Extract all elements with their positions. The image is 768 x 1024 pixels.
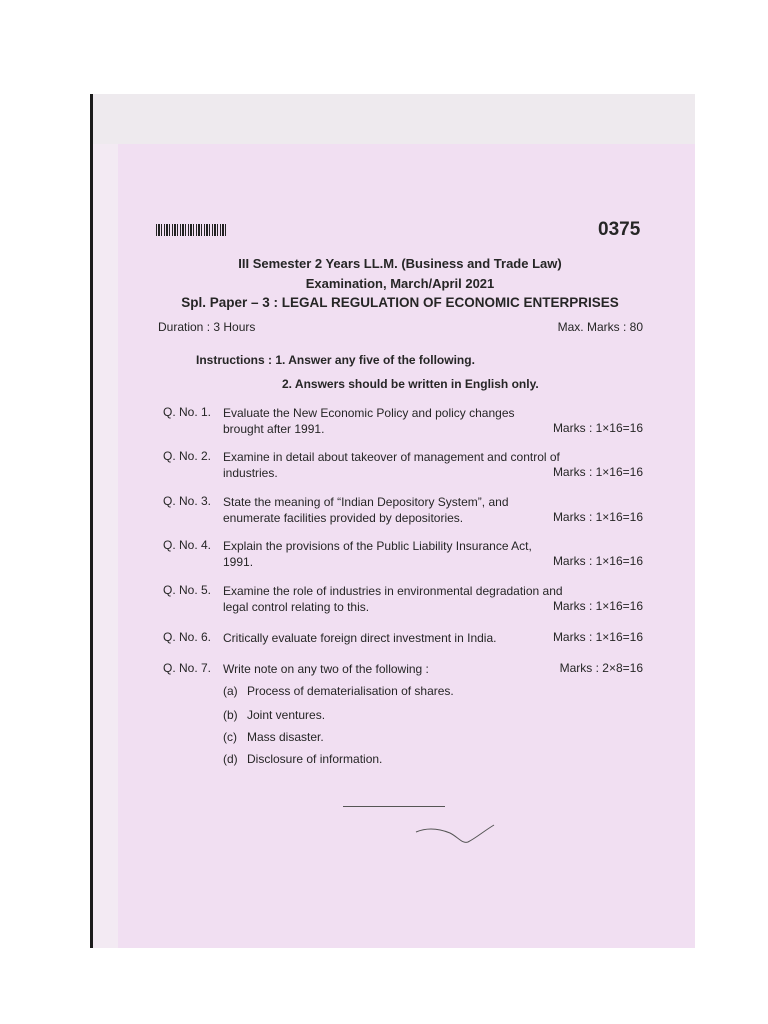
sub-item-label: (d) — [223, 752, 238, 766]
question-5-marks: Marks : 1×16=16 — [552, 599, 643, 613]
sub-item-b — [223, 708, 325, 722]
question-3-marks: Marks : 1×16=16 — [552, 510, 643, 524]
barcode — [156, 224, 226, 236]
sub-item-text: Disclosure of information. — [247, 752, 383, 766]
sub-item-a — [223, 684, 454, 698]
semester-title: III Semester 2 Years LL.M. (Business and Trade Law) — [238, 256, 562, 271]
question-text: Examine in detail about takeover of management and control of industries. — [223, 450, 560, 480]
question-2-marks: Marks : 1×16=16 — [552, 465, 643, 479]
question-text: Evaluate the New Economic Policy and policy changes brought after 1991. — [223, 406, 515, 436]
question-6-marks: Marks : 1×16=16 — [552, 630, 643, 644]
question-text: State the meaning of “Indian Depository System”, and enumerate facilities provided by depositories. — [223, 495, 509, 525]
question-number: Q. No. 6. — [163, 630, 212, 644]
question-text: Explain the provisions of the Public Liability Insurance Act, 1991. — [223, 539, 532, 569]
end-rule — [343, 806, 445, 807]
sub-item-text: Mass disaster. — [247, 730, 324, 744]
question-number: Q. No. 4. — [163, 538, 212, 552]
question-4-marks: Marks : 1×16=16 — [552, 554, 643, 568]
instruction-1: Instructions : 1. Answer any five of the following. — [196, 353, 475, 367]
sub-item-text: Process of dematerialisation of shares. — [247, 684, 454, 698]
max-marks: Max. Marks : 80 — [557, 320, 643, 334]
question-number: Q. No. 1. — [163, 405, 212, 419]
paper-code: 0375 — [598, 219, 641, 240]
sub-item-label: (c) — [223, 730, 237, 744]
question-number: Q. No. 2. — [163, 449, 212, 463]
duration: Duration : 3 Hours — [158, 320, 256, 334]
sub-item-label: (a) — [223, 684, 238, 698]
question-text: Write note on any two of the following : — [223, 662, 429, 676]
sub-item-c — [223, 730, 324, 744]
exam-title: Examination, March/April 2021 — [305, 276, 495, 291]
sub-item-d — [223, 752, 382, 766]
question-7-marks: Marks : 2×8=16 — [559, 661, 643, 675]
scan-top-margin — [93, 94, 695, 144]
sub-item-text: Joint ventures. — [247, 708, 326, 722]
question-text: Examine the role of industries in environmental degradation and legal control relating to this. — [223, 584, 563, 614]
initials-mark — [414, 822, 496, 852]
paper-title: Spl. Paper – 3 : LEGAL REGULATION OF ECONOMIC ENTERPRISES — [181, 295, 619, 310]
question-text: Critically evaluate foreign direct investment in India. — [223, 631, 497, 645]
question-1-marks: Marks : 1×16=16 — [552, 421, 643, 435]
instruction-2: 2. Answers should be written in English only. — [282, 377, 539, 391]
question-number: Q. No. 5. — [163, 583, 212, 597]
question-number: Q. No. 3. — [163, 494, 212, 508]
question-number: Q. No. 7. — [163, 661, 212, 675]
sub-item-label: (b) — [223, 708, 238, 722]
